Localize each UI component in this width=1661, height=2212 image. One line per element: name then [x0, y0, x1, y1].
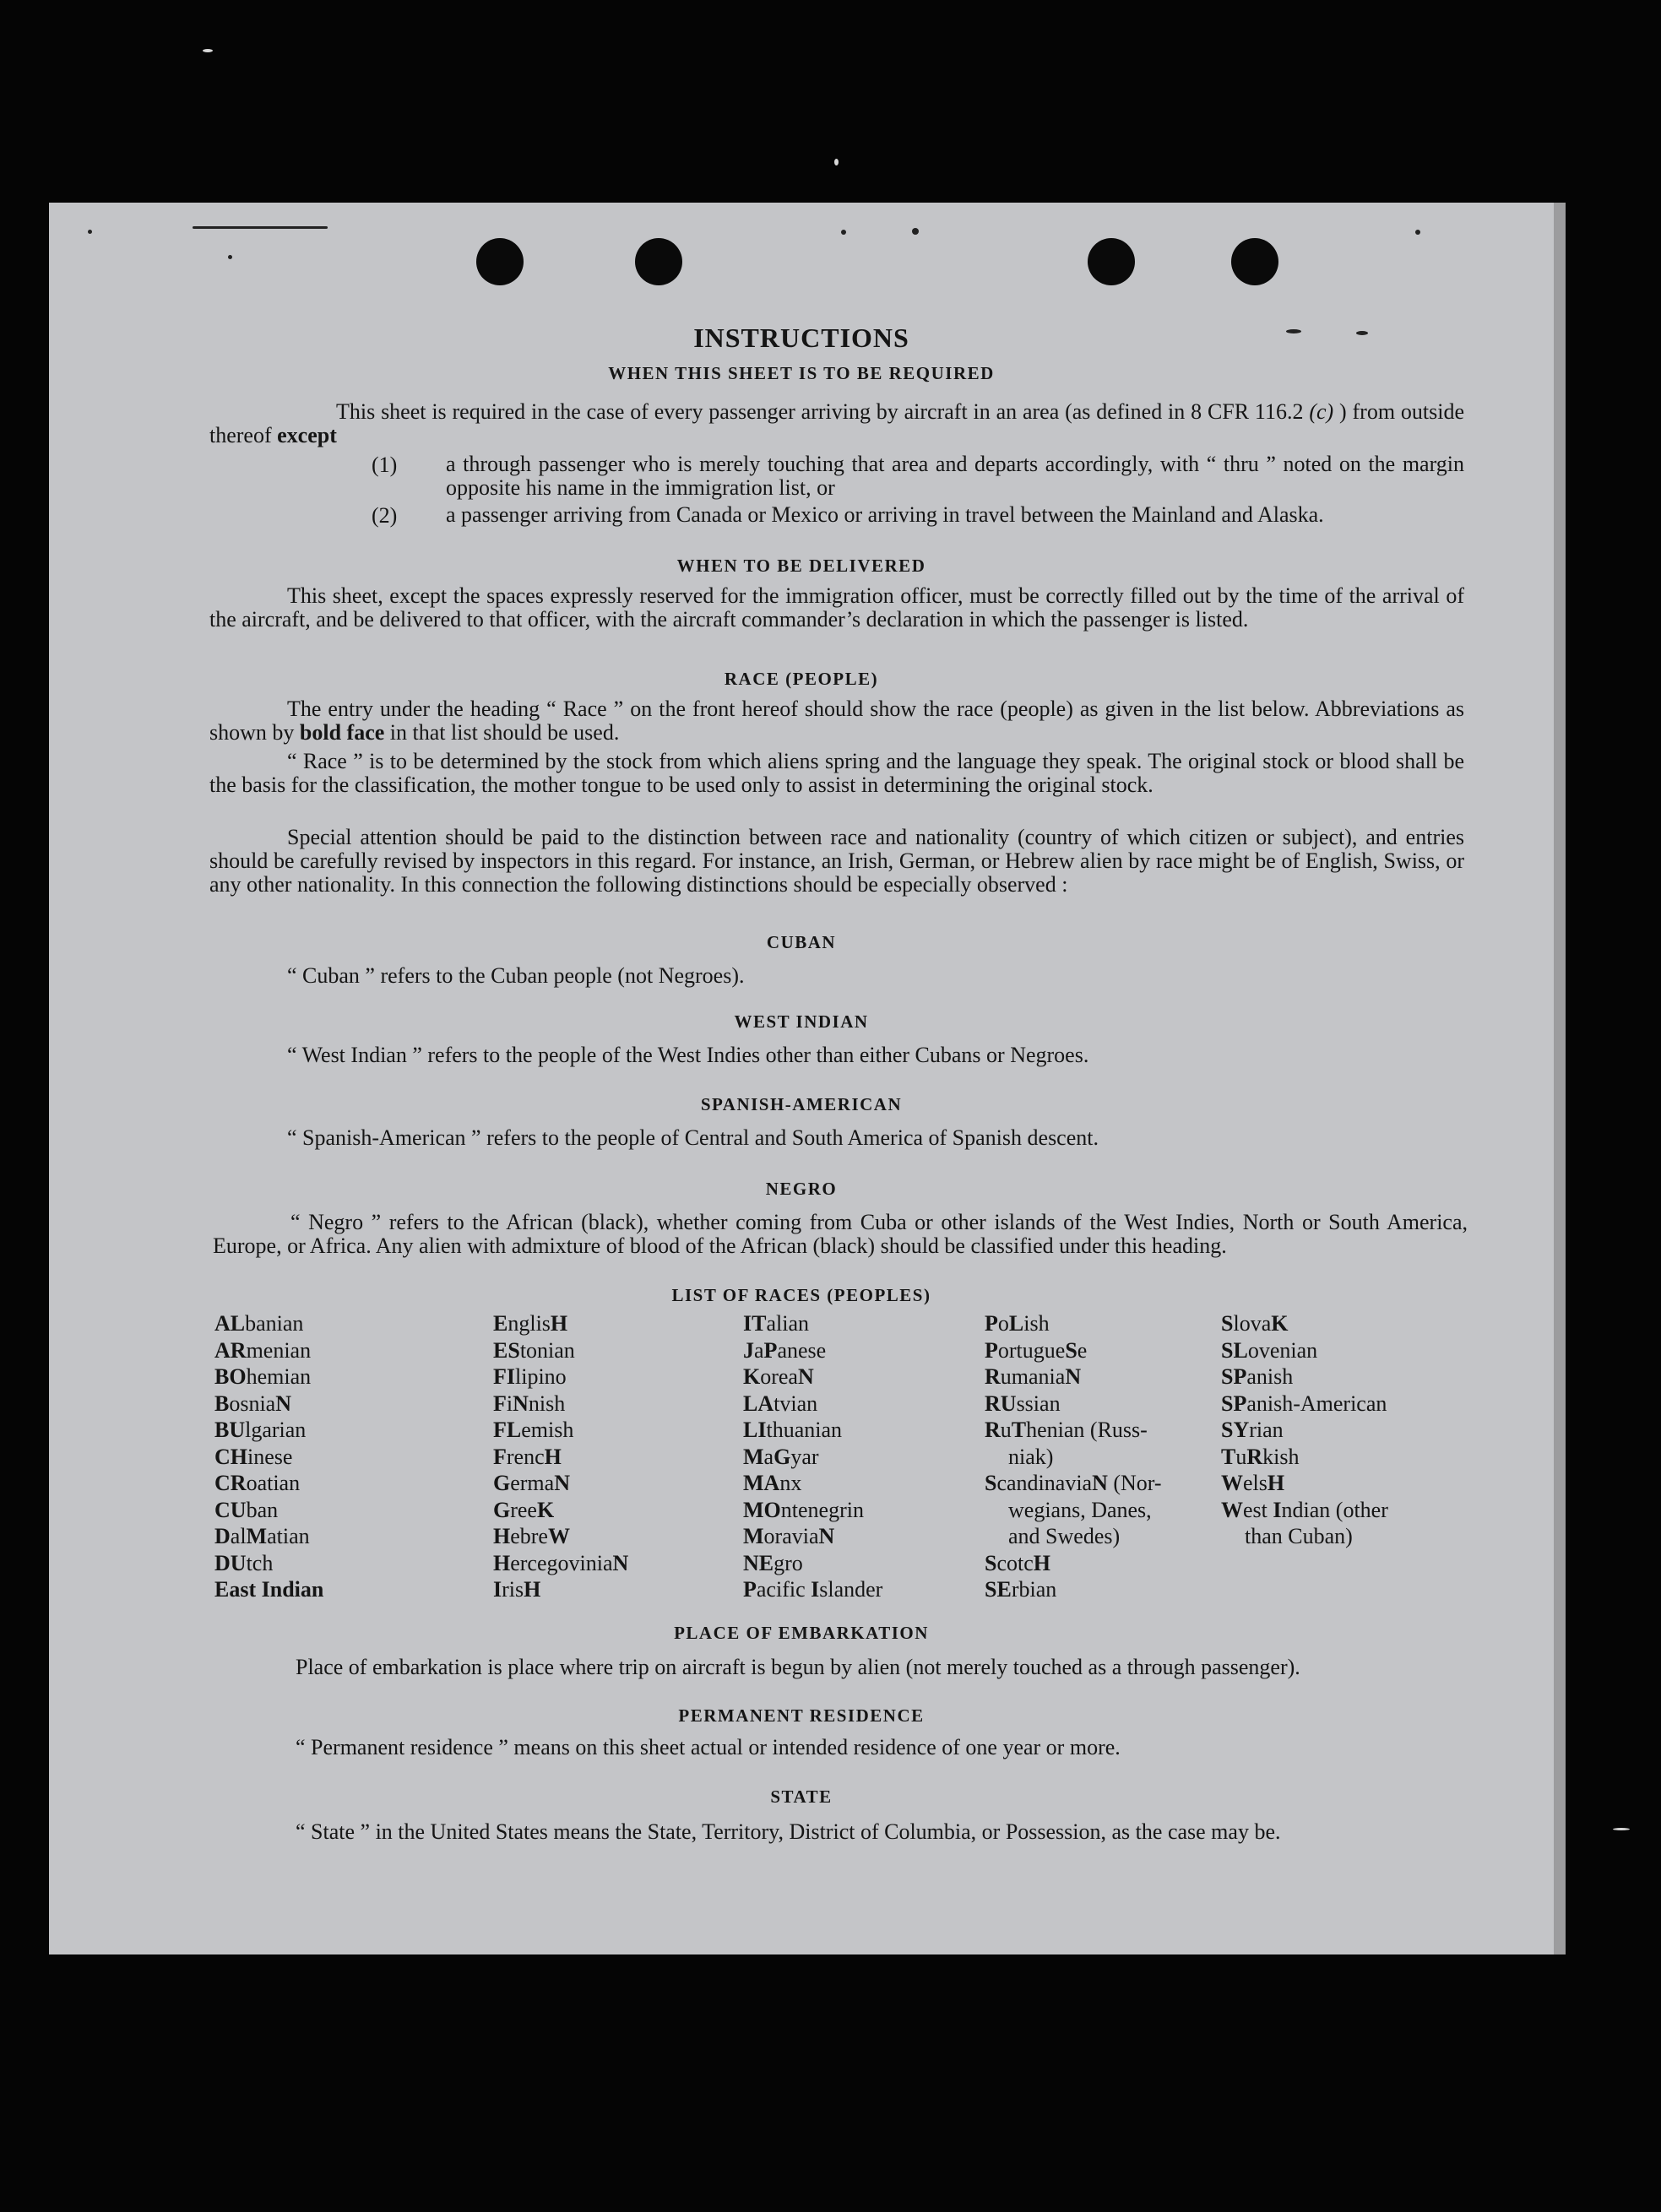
race-entry: Pacific Islander: [743, 1577, 883, 1602]
race-entry: ScandinaviaN (Nor-: [985, 1471, 1162, 1495]
races-column-5: [1221, 1310, 1388, 1550]
heading-embarkation: PLACE OF EMBARKATION: [674, 1623, 929, 1643]
race-entry: LIthuanian: [743, 1418, 842, 1442]
race-entry: BOhemian: [214, 1364, 312, 1389]
race-entry: West Indian (other: [1221, 1497, 1388, 1522]
race-entry: DUtch: [214, 1550, 274, 1575]
embarkation-paragraph: Place of embarkation is place where trip on aircraft is begun by alien (not merely touched as a through passenger).: [296, 1655, 1300, 1679]
race-entry: SLovenian: [1221, 1337, 1318, 1363]
race-entry: ScotcH: [985, 1550, 1051, 1575]
race-entry: GermaN: [493, 1471, 570, 1495]
race-entry: LAtvian: [743, 1391, 818, 1416]
race-entry: SErbian: [985, 1577, 1057, 1602]
race-entry: BUlgarian: [214, 1418, 307, 1442]
heading-when-required: WHEN THIS SHEET IS TO BE REQUIRED: [608, 363, 995, 383]
race-entry: RUssian: [985, 1391, 1061, 1416]
race-entry: NEgro: [743, 1550, 803, 1575]
punch-hole: [1231, 238, 1278, 285]
state-paragraph: “ State ” in the United States means the State, Territory, District of Columbia, or Possession, as the case may be.: [296, 1819, 1281, 1844]
race-entry: JaPanese: [743, 1337, 827, 1363]
race-entry: FiNnish: [493, 1391, 566, 1416]
race-entry: BosniaN: [214, 1391, 292, 1416]
intro-paragraph: This sheet is required in the case of every passenger arriving by aircraft in an area (as defined in 8 CFR 116.2 (c) ) from outside thereof except: [209, 399, 1464, 447]
punch-hole: [635, 238, 682, 285]
speck: [841, 230, 846, 235]
race-paragraph-1: The entry under the heading “ Race ” on the front hereof should show the race (people) as given in the list below. Abbreviations as shown by bold face in that list should be used.: [209, 697, 1464, 745]
item-number: (1): [372, 453, 398, 477]
race-entry: PoLish: [985, 1311, 1050, 1336]
heading-negro: NEGRO: [765, 1179, 838, 1199]
races-column-4: [985, 1310, 1162, 1603]
heading-cuban: CUBAN: [766, 932, 837, 952]
race-entry: SYrian: [1221, 1418, 1284, 1442]
race-entry: RuThenian (Russ-: [985, 1418, 1148, 1442]
race-entry: MoraviaN: [743, 1524, 835, 1548]
races-column-1: [214, 1310, 323, 1603]
race-entry: niak): [1008, 1444, 1054, 1469]
cuban-paragraph: “ Cuban ” refers to the Cuban people (not Negroes).: [287, 963, 745, 988]
speck: [1415, 230, 1420, 235]
speck: [193, 226, 328, 229]
exception-item-1: a through passenger who is merely touching that area and departs accordingly, with “ thru ” noted on the margin opposite his name in the immigration list, or: [446, 452, 1464, 500]
race-entry: WelsH: [1221, 1471, 1285, 1495]
speck: [228, 255, 232, 259]
race-entry: RumaniaN: [985, 1364, 1082, 1389]
race-entry: EnglisH: [493, 1311, 568, 1336]
race-entry: EStonian: [493, 1337, 575, 1363]
heading-spanish-american: SPANISH-AMERICAN: [700, 1094, 903, 1114]
speck: [88, 230, 92, 234]
race-entry: FrencH: [493, 1444, 562, 1469]
heading-list-of-races: LIST OF RACES (PEOPLES): [671, 1285, 931, 1305]
west-indian-paragraph: “ West Indian ” refers to the people of the West Indies other than either Cubans or Negroes.: [287, 1043, 1089, 1067]
race-entry: TuRkish: [1221, 1444, 1300, 1469]
film-speck: [203, 49, 213, 52]
race-paragraph-3: Special attention should be paid to the distinction between race and nationality (country of which citizen or subject), and entries should be carefully revised by inspectors in this regard. For instance, an Irish, German, or Hebrew alien by race might be of English, Swiss, or any other nationality. In this connection the following distinctions should be especially observed :: [209, 825, 1464, 897]
race-entry: SPanish-American: [1221, 1391, 1387, 1416]
race-entry: than Cuban): [1245, 1524, 1353, 1548]
race-entry: FIlipino: [493, 1364, 567, 1389]
race-entry: and Swedes): [1008, 1524, 1121, 1548]
item-number: (2): [372, 503, 398, 528]
race-entry: HebreW: [493, 1524, 570, 1548]
race-entry: ALbanian: [214, 1311, 304, 1336]
punch-hole: [1088, 238, 1135, 285]
races-column-2: [493, 1310, 628, 1603]
race-entry: IrisH: [493, 1577, 541, 1602]
race-entry: HercegoviniaN: [493, 1550, 629, 1575]
heading-when-delivered: WHEN TO BE DELIVERED: [676, 556, 926, 576]
race-entry: MAnx: [743, 1471, 802, 1495]
race-entry: DalMatian: [214, 1524, 310, 1548]
heading-permanent-residence: PERMANENT RESIDENCE: [678, 1705, 925, 1726]
race-entry: FLemish: [493, 1418, 574, 1442]
speck: [912, 228, 919, 235]
race-entry: SPanish: [1221, 1364, 1294, 1389]
races-column-3: [743, 1310, 882, 1603]
heading-race: RACE (PEOPLE): [724, 669, 879, 689]
race-entry: wegians, Danes,: [1008, 1497, 1152, 1522]
race-entry: CHinese: [214, 1444, 293, 1469]
race-entry: MaGyar: [743, 1444, 819, 1469]
race-entry: GreeK: [493, 1497, 555, 1522]
race-entry: CUban: [214, 1497, 279, 1522]
race-paragraph-2: “ Race ” is to be determined by the stock from which aliens spring and the language they speak. The original stock or blood shall be the basis for the classification, the mother tongue to be used only to assist in determining the original stock.: [209, 749, 1464, 797]
page-title: INSTRUCTIONS: [693, 323, 909, 353]
exception-item-2: a passenger arriving from Canada or Mexico or arriving in travel between the Mainland and Alaska.: [446, 502, 1324, 527]
race-entry: CRoatian: [214, 1471, 301, 1495]
instruction-sheet: [49, 203, 1566, 1954]
residence-paragraph: “ Permanent residence ” means on this sheet actual or intended residence of one year or more.: [296, 1735, 1121, 1759]
film-speck: [1613, 1828, 1630, 1830]
heading-state: STATE: [770, 1786, 833, 1807]
delivered-paragraph: This sheet, except the spaces expressly reserved for the immigration officer, must be correctly filled out by the time of the arrival of the aircraft, and be delivered to that officer, with the aircraft commander’s declaration in which the passenger is listed.: [209, 583, 1464, 632]
race-entry: KoreaN: [743, 1364, 814, 1389]
film-speck: [834, 159, 839, 165]
spanish-american-paragraph: “ Spanish-American ” refers to the people of Central and South America of Spanish descent.: [287, 1125, 1099, 1150]
negro-paragraph: “ Negro ” refers to the African (black), whether coming from Cuba or other islands of the West Indies, North or South America, Europe, or Africa. Any alien with admixture of blood of the African (black) should be classified under this heading.: [213, 1210, 1468, 1258]
heading-west-indian: WEST INDIAN: [734, 1011, 869, 1032]
punch-hole: [476, 238, 524, 285]
race-entry: ITalian: [743, 1311, 809, 1336]
race-entry: PortugueSe: [985, 1337, 1088, 1363]
race-entry: SlovaK: [1221, 1311, 1289, 1336]
race-entry: East Indian: [214, 1577, 324, 1602]
race-entry: MOntenegrin: [743, 1497, 864, 1522]
race-entry: ARmenian: [214, 1337, 312, 1363]
